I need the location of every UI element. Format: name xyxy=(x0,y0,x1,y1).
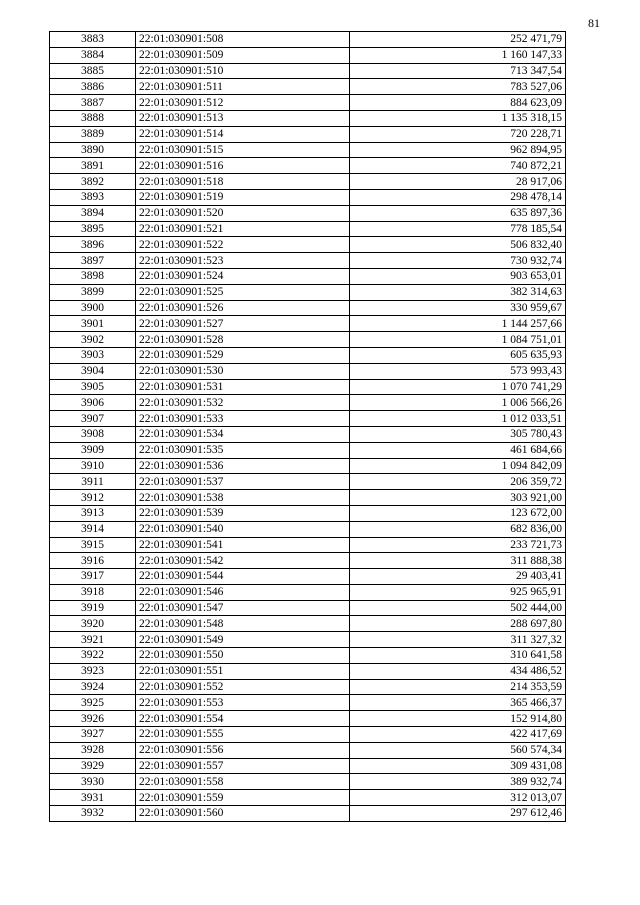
cadastral-number-cell: 22:01:030901:550 xyxy=(136,648,350,664)
row-number-cell: 3925 xyxy=(50,695,136,711)
cadastral-number-cell: 22:01:030901:558 xyxy=(136,774,350,790)
cadastral-number-cell: 22:01:030901:528 xyxy=(136,332,350,348)
cadastral-number-cell: 22:01:030901:533 xyxy=(136,411,350,427)
cadastral-value-cell: 365 466,37 xyxy=(350,695,566,711)
table-body xyxy=(50,32,566,822)
table-row xyxy=(50,189,566,205)
cadastral-value-cell: 1 094 842,09 xyxy=(350,458,566,474)
cadastral-value-cell: 310 641,58 xyxy=(350,648,566,664)
cadastral-number-cell: 22:01:030901:537 xyxy=(136,474,350,490)
cadastral-value-cell: 962 894,95 xyxy=(350,142,566,158)
cadastral-value-cell: 560 574,34 xyxy=(350,742,566,758)
row-number-cell: 3908 xyxy=(50,426,136,442)
cadastral-number-cell: 22:01:030901:509 xyxy=(136,47,350,63)
table-row xyxy=(50,648,566,664)
row-number-cell: 3923 xyxy=(50,663,136,679)
cadastral-number-cell: 22:01:030901:559 xyxy=(136,790,350,806)
cadastral-value-cell: 1 144 257,66 xyxy=(350,316,566,332)
cadastral-number-cell: 22:01:030901:553 xyxy=(136,695,350,711)
cadastral-value-cell: 682 836,00 xyxy=(350,521,566,537)
cadastral-number-cell: 22:01:030901:532 xyxy=(136,395,350,411)
cadastral-value-cell: 297 612,46 xyxy=(350,806,566,822)
cadastral-number-cell: 22:01:030901:551 xyxy=(136,663,350,679)
cadastral-value-cell: 305 780,43 xyxy=(350,426,566,442)
table-row xyxy=(50,537,566,553)
cadastral-number-cell: 22:01:030901:536 xyxy=(136,458,350,474)
cadastral-value-cell: 309 431,08 xyxy=(350,758,566,774)
table-row xyxy=(50,711,566,727)
row-number-cell: 3914 xyxy=(50,521,136,537)
cadastral-value-cell: 713 347,54 xyxy=(350,63,566,79)
cadastral-number-cell: 22:01:030901:513 xyxy=(136,110,350,126)
cadastral-value-cell: 303 921,00 xyxy=(350,490,566,506)
cadastral-number-cell: 22:01:030901:548 xyxy=(136,616,350,632)
row-number-cell: 3912 xyxy=(50,490,136,506)
table-row xyxy=(50,490,566,506)
table-row xyxy=(50,300,566,316)
row-number-cell: 3905 xyxy=(50,379,136,395)
row-number-cell: 3915 xyxy=(50,537,136,553)
cadastral-number-cell: 22:01:030901:560 xyxy=(136,806,350,822)
cadastral-value-cell: 783 527,06 xyxy=(350,79,566,95)
cadastral-value-cell: 1 070 741,29 xyxy=(350,379,566,395)
cadastral-value-cell: 605 635,93 xyxy=(350,347,566,363)
row-number-cell: 3907 xyxy=(50,411,136,427)
table-row xyxy=(50,569,566,585)
row-number-cell: 3930 xyxy=(50,774,136,790)
table-row xyxy=(50,758,566,774)
table-row xyxy=(50,347,566,363)
cadastral-number-cell: 22:01:030901:525 xyxy=(136,284,350,300)
table-row xyxy=(50,205,566,221)
table-row xyxy=(50,237,566,253)
table-row xyxy=(50,395,566,411)
row-number-cell: 3916 xyxy=(50,553,136,569)
cadastral-value-cell: 422 417,69 xyxy=(350,727,566,743)
table-row xyxy=(50,505,566,521)
cadastral-value-cell: 233 721,73 xyxy=(350,537,566,553)
row-number-cell: 3921 xyxy=(50,632,136,648)
cadastral-value-cell: 382 314,63 xyxy=(350,284,566,300)
cadastral-number-cell: 22:01:030901:514 xyxy=(136,126,350,142)
cadastral-value-cell: 1 012 033,51 xyxy=(350,411,566,427)
row-number-cell: 3897 xyxy=(50,253,136,269)
table-row xyxy=(50,253,566,269)
row-number-cell: 3894 xyxy=(50,205,136,221)
row-number-cell: 3899 xyxy=(50,284,136,300)
row-number-cell: 3892 xyxy=(50,174,136,190)
cadastral-value-cell: 1 160 147,33 xyxy=(350,47,566,63)
table-row xyxy=(50,284,566,300)
cadastral-value-cell: 884 623,09 xyxy=(350,95,566,111)
cadastral-value-cell: 635 897,36 xyxy=(350,205,566,221)
table-row xyxy=(50,332,566,348)
cadastral-value-cell: 288 697,80 xyxy=(350,616,566,632)
cadastral-number-cell: 22:01:030901:535 xyxy=(136,442,350,458)
table-row xyxy=(50,158,566,174)
row-number-cell: 3883 xyxy=(50,32,136,48)
row-number-cell: 3887 xyxy=(50,95,136,111)
table-row xyxy=(50,774,566,790)
table-row xyxy=(50,474,566,490)
table-row xyxy=(50,142,566,158)
row-number-cell: 3886 xyxy=(50,79,136,95)
row-number-cell: 3896 xyxy=(50,237,136,253)
table-row xyxy=(50,553,566,569)
cadastral-number-cell: 22:01:030901:529 xyxy=(136,347,350,363)
table-row xyxy=(50,442,566,458)
row-number-cell: 3922 xyxy=(50,648,136,664)
row-number-cell: 3910 xyxy=(50,458,136,474)
table-row xyxy=(50,95,566,111)
cadastral-number-cell: 22:01:030901:521 xyxy=(136,221,350,237)
row-number-cell: 3911 xyxy=(50,474,136,490)
row-number-cell: 3918 xyxy=(50,584,136,600)
row-number-cell: 3891 xyxy=(50,158,136,174)
cadastral-number-cell: 22:01:030901:547 xyxy=(136,600,350,616)
cadastral-number-cell: 22:01:030901:542 xyxy=(136,553,350,569)
cadastral-value-cell: 312 013,07 xyxy=(350,790,566,806)
cadastral-number-cell: 22:01:030901:511 xyxy=(136,79,350,95)
cadastral-number-cell: 22:01:030901:524 xyxy=(136,268,350,284)
cadastral-number-cell: 22:01:030901:508 xyxy=(136,32,350,48)
table-row xyxy=(50,79,566,95)
table-row xyxy=(50,790,566,806)
cadastral-value-cell: 389 932,74 xyxy=(350,774,566,790)
cadastral-value-cell: 214 353,59 xyxy=(350,679,566,695)
cadastral-number-cell: 22:01:030901:518 xyxy=(136,174,350,190)
row-number-cell: 3926 xyxy=(50,711,136,727)
table-row xyxy=(50,632,566,648)
cadastral-number-cell: 22:01:030901:555 xyxy=(136,727,350,743)
row-number-cell: 3931 xyxy=(50,790,136,806)
cadastral-number-cell: 22:01:030901:515 xyxy=(136,142,350,158)
cadastral-number-cell: 22:01:030901:523 xyxy=(136,253,350,269)
page-number: 81 xyxy=(588,16,600,30)
row-number-cell: 3898 xyxy=(50,268,136,284)
row-number-cell: 3885 xyxy=(50,63,136,79)
cadastral-value-cell: 152 914,80 xyxy=(350,711,566,727)
cadastral-value-cell: 311 888,38 xyxy=(350,553,566,569)
cadastral-value-cell: 1 135 318,15 xyxy=(350,110,566,126)
cadastral-number-cell: 22:01:030901:546 xyxy=(136,584,350,600)
row-number-cell: 3884 xyxy=(50,47,136,63)
row-number-cell: 3932 xyxy=(50,806,136,822)
row-number-cell: 3889 xyxy=(50,126,136,142)
cadastral-number-cell: 22:01:030901:544 xyxy=(136,569,350,585)
cadastral-value-cell: 1 084 751,01 xyxy=(350,332,566,348)
row-number-cell: 3928 xyxy=(50,742,136,758)
table-row xyxy=(50,268,566,284)
row-number-cell: 3919 xyxy=(50,600,136,616)
table-row xyxy=(50,458,566,474)
cadastral-value-cell: 720 228,71 xyxy=(350,126,566,142)
table-row xyxy=(50,32,566,48)
table-row xyxy=(50,521,566,537)
cadastral-value-cell: 434 486,52 xyxy=(350,663,566,679)
cadastral-number-cell: 22:01:030901:540 xyxy=(136,521,350,537)
cadastral-number-cell: 22:01:030901:554 xyxy=(136,711,350,727)
row-number-cell: 3929 xyxy=(50,758,136,774)
cadastral-number-cell: 22:01:030901:530 xyxy=(136,363,350,379)
table-row xyxy=(50,363,566,379)
cadastral-value-cell: 778 185,54 xyxy=(350,221,566,237)
cadastral-number-cell: 22:01:030901:522 xyxy=(136,237,350,253)
table-row xyxy=(50,584,566,600)
table-row xyxy=(50,426,566,442)
row-number-cell: 3917 xyxy=(50,569,136,585)
cadastral-number-cell: 22:01:030901:538 xyxy=(136,490,350,506)
table-row xyxy=(50,47,566,63)
cadastral-number-cell: 22:01:030901:539 xyxy=(136,505,350,521)
cadastral-number-cell: 22:01:030901:526 xyxy=(136,300,350,316)
cadastral-value-cell: 298 478,14 xyxy=(350,189,566,205)
cadastral-value-cell: 311 327,32 xyxy=(350,632,566,648)
cadastral-number-cell: 22:01:030901:552 xyxy=(136,679,350,695)
row-number-cell: 3903 xyxy=(50,347,136,363)
row-number-cell: 3909 xyxy=(50,442,136,458)
cadastral-value-cell: 903 653,01 xyxy=(350,268,566,284)
cadastral-number-cell: 22:01:030901:520 xyxy=(136,205,350,221)
row-number-cell: 3888 xyxy=(50,110,136,126)
row-number-cell: 3920 xyxy=(50,616,136,632)
table-row xyxy=(50,411,566,427)
cadastral-number-cell: 22:01:030901:516 xyxy=(136,158,350,174)
table-row xyxy=(50,126,566,142)
table-row xyxy=(50,806,566,822)
row-number-cell: 3902 xyxy=(50,332,136,348)
cadastral-value-cell: 502 444,00 xyxy=(350,600,566,616)
table-row xyxy=(50,221,566,237)
cadastral-value-cell: 925 965,91 xyxy=(350,584,566,600)
table-row xyxy=(50,174,566,190)
cadastral-value-cell: 252 471,79 xyxy=(350,32,566,48)
cadastral-value-cell: 330 959,67 xyxy=(350,300,566,316)
table-row xyxy=(50,600,566,616)
cadastral-number-cell: 22:01:030901:556 xyxy=(136,742,350,758)
cadastral-value-cell: 206 359,72 xyxy=(350,474,566,490)
table-row xyxy=(50,316,566,332)
cadastral-value-cell: 28 917,06 xyxy=(350,174,566,190)
row-number-cell: 3906 xyxy=(50,395,136,411)
cadastral-value-cell: 29 403,41 xyxy=(350,569,566,585)
cadastral-number-cell: 22:01:030901:512 xyxy=(136,95,350,111)
cadastral-value-cell: 506 832,40 xyxy=(350,237,566,253)
cadastral-value-table xyxy=(49,31,566,822)
table-row xyxy=(50,63,566,79)
table-row xyxy=(50,742,566,758)
row-number-cell: 3895 xyxy=(50,221,136,237)
row-number-cell: 3893 xyxy=(50,189,136,205)
row-number-cell: 3913 xyxy=(50,505,136,521)
row-number-cell: 3900 xyxy=(50,300,136,316)
cadastral-value-cell: 573 993,43 xyxy=(350,363,566,379)
cadastral-value-cell: 730 932,74 xyxy=(350,253,566,269)
table-row xyxy=(50,616,566,632)
table-row xyxy=(50,663,566,679)
table-row xyxy=(50,727,566,743)
cadastral-number-cell: 22:01:030901:541 xyxy=(136,537,350,553)
row-number-cell: 3924 xyxy=(50,679,136,695)
table-row xyxy=(50,679,566,695)
cadastral-value-cell: 461 684,66 xyxy=(350,442,566,458)
row-number-cell: 3927 xyxy=(50,727,136,743)
cadastral-number-cell: 22:01:030901:549 xyxy=(136,632,350,648)
table-row xyxy=(50,695,566,711)
cadastral-number-cell: 22:01:030901:510 xyxy=(136,63,350,79)
cadastral-number-cell: 22:01:030901:531 xyxy=(136,379,350,395)
table-row xyxy=(50,379,566,395)
cadastral-number-cell: 22:01:030901:557 xyxy=(136,758,350,774)
cadastral-value-cell: 123 672,00 xyxy=(350,505,566,521)
cadastral-value-cell: 740 872,21 xyxy=(350,158,566,174)
row-number-cell: 3904 xyxy=(50,363,136,379)
cadastral-number-cell: 22:01:030901:527 xyxy=(136,316,350,332)
table-row xyxy=(50,110,566,126)
row-number-cell: 3901 xyxy=(50,316,136,332)
row-number-cell: 3890 xyxy=(50,142,136,158)
cadastral-number-cell: 22:01:030901:519 xyxy=(136,189,350,205)
cadastral-value-cell: 1 006 566,26 xyxy=(350,395,566,411)
cadastral-number-cell: 22:01:030901:534 xyxy=(136,426,350,442)
